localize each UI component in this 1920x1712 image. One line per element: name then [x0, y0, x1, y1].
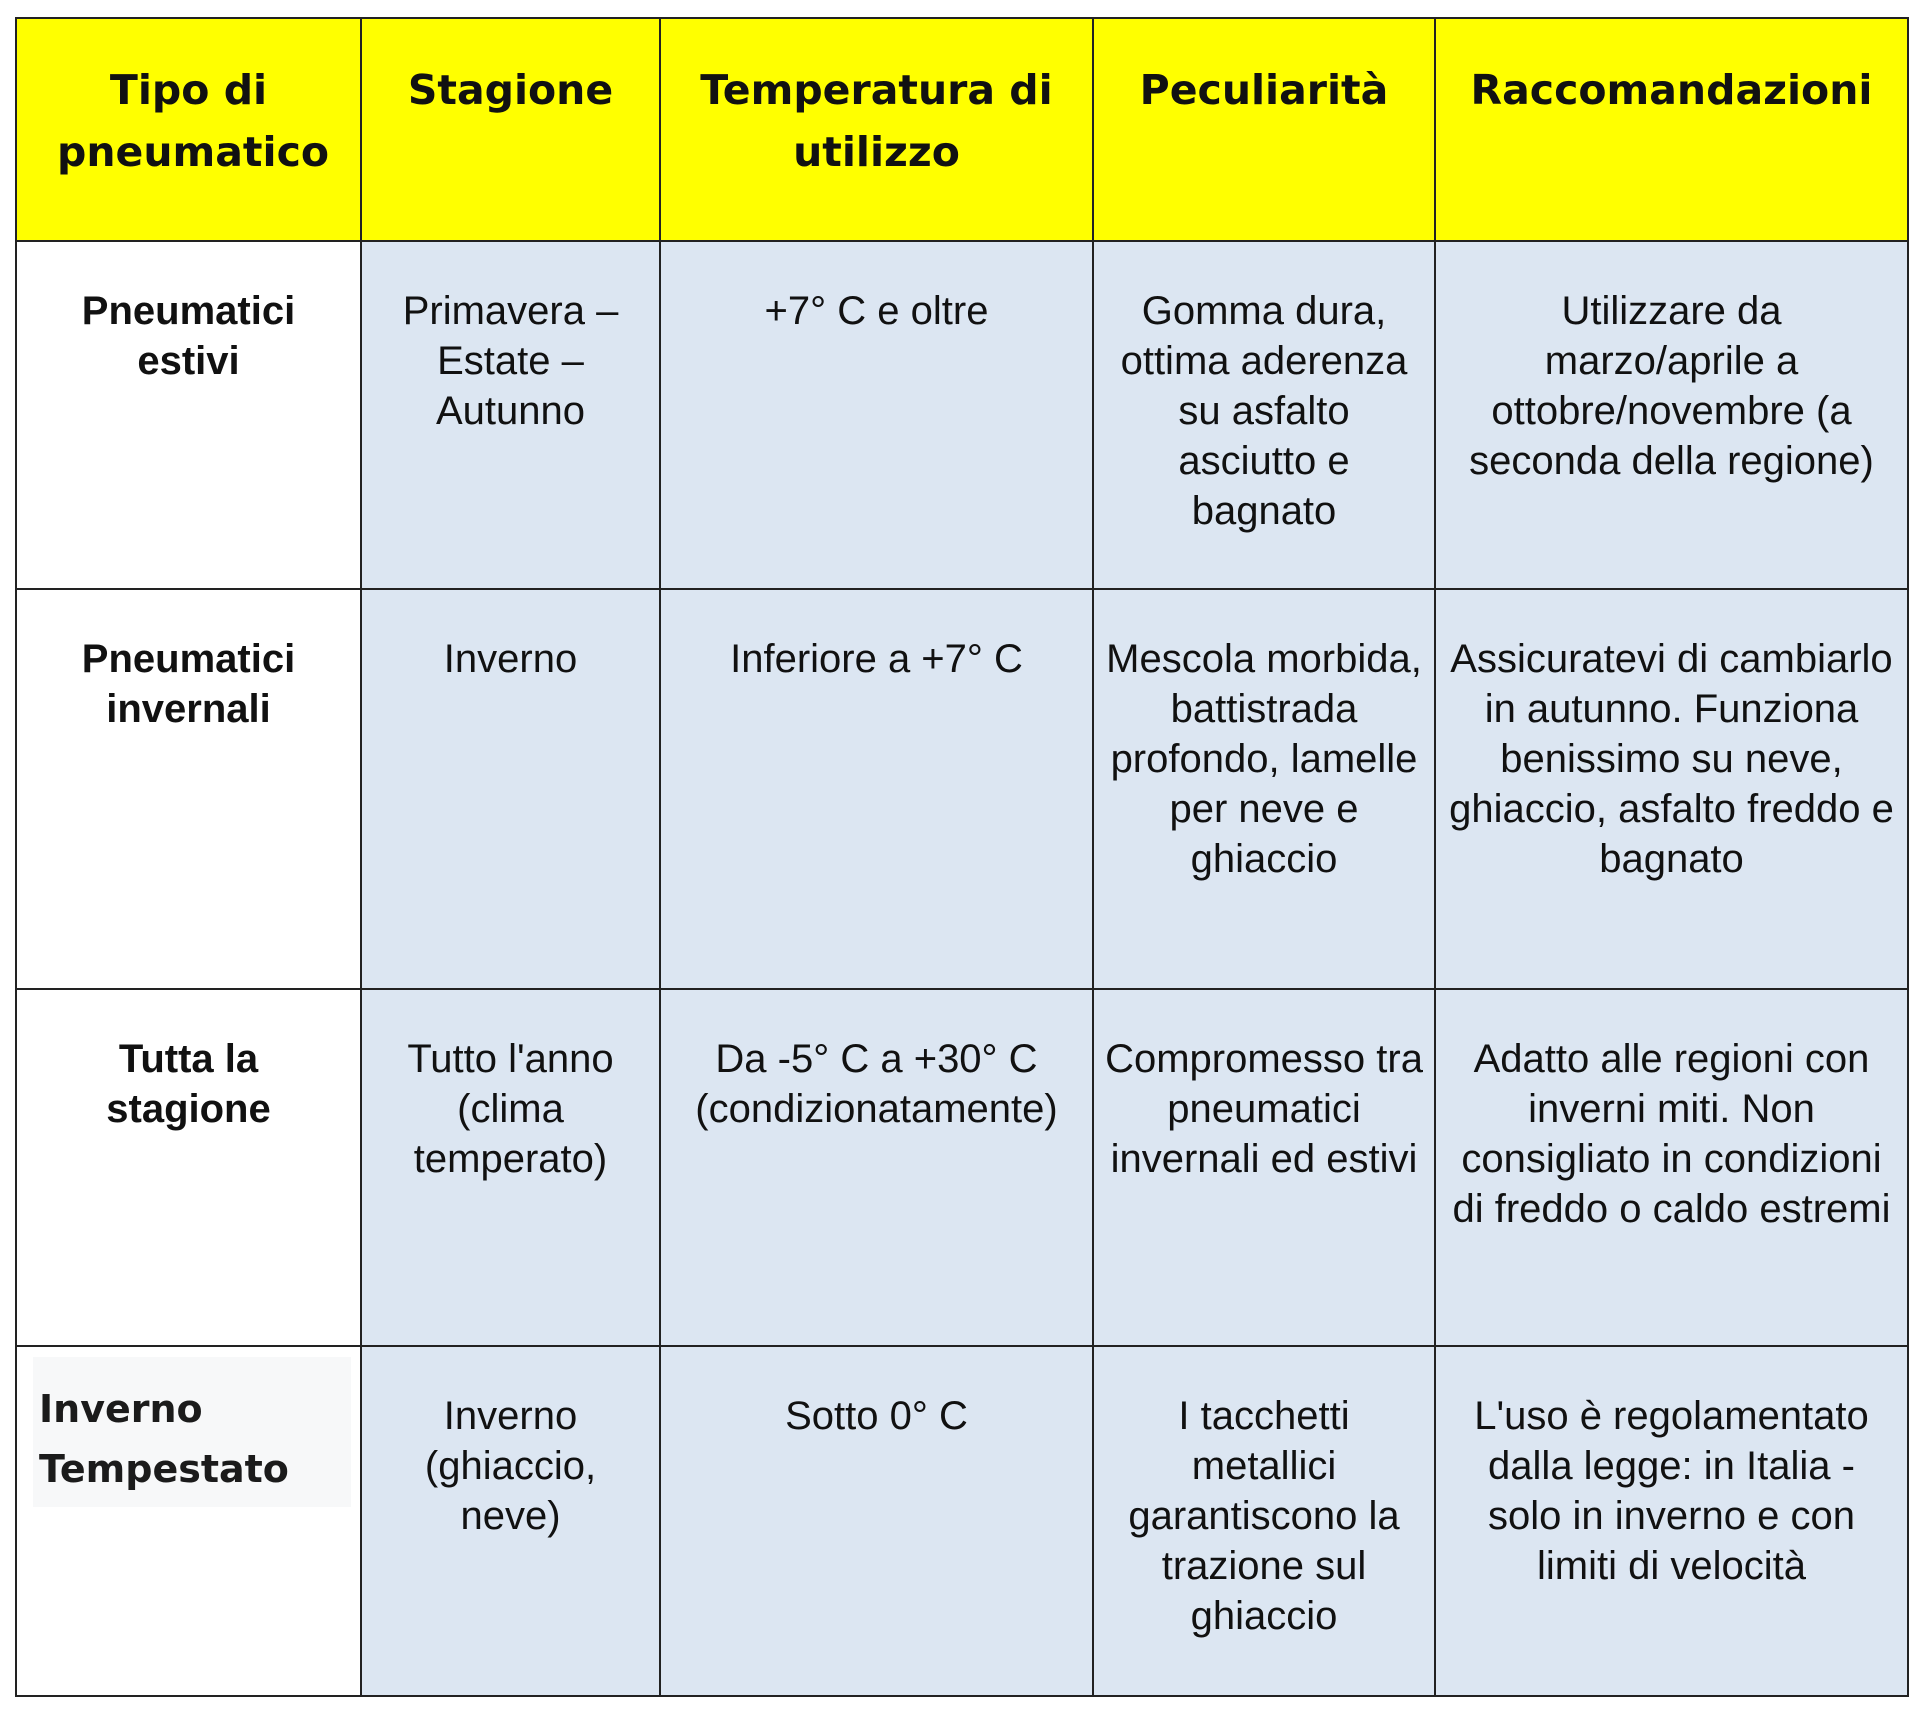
table-header — [16, 18, 1908, 241]
features-cell — [1093, 241, 1435, 589]
table-row — [16, 1346, 1908, 1696]
season-cell — [361, 241, 660, 589]
header-recommendations — [1435, 18, 1908, 241]
season-cell — [361, 989, 660, 1346]
header-tire-type-label: Tipo di pneumatico — [57, 66, 330, 176]
recommendations-cell — [1435, 241, 1908, 589]
temperature-cell — [660, 989, 1093, 1346]
tire-type-cell — [16, 589, 361, 989]
header-row — [16, 18, 1908, 241]
header-season-label: Stagione — [407, 66, 614, 114]
features-cell — [1093, 989, 1435, 1346]
features-cell — [1093, 589, 1435, 989]
temperature-text: Sotto 0° C — [785, 1394, 968, 1438]
table-row — [16, 241, 1908, 589]
header-features-label: Peculiarità — [1139, 66, 1389, 114]
season-text: Tutto l'anno (clima temperato) — [407, 1037, 614, 1181]
features-text: Mescola morbida, battistrada profondo, lamelle per neve e ghiaccio — [1106, 637, 1422, 881]
recommendations-cell — [1435, 1346, 1908, 1696]
tire-type-label: Pneumatici invernali — [81, 637, 296, 731]
header-features — [1093, 18, 1435, 241]
pasted-text-box — [33, 1357, 351, 1507]
temperature-text: Inferiore a +7° C — [730, 637, 1023, 681]
tire-type-label: Pneumatici estivi — [81, 289, 296, 383]
temperature-text: Da -5° C a +30° C (condizionatamente) — [695, 1037, 1058, 1131]
table-row — [16, 589, 1908, 989]
tyre-comparison-table — [15, 17, 1909, 1697]
features-text: Compromesso tra pneumatici invernali ed estivi — [1105, 1037, 1423, 1181]
header-season — [361, 18, 660, 241]
recommendations-text: Assicuratevi di cambiarlo in autunno. Funziona benissimo su neve, ghiaccio, asfalto freddo e bagnato — [1449, 637, 1894, 881]
season-cell — [361, 589, 660, 989]
season-text: Inverno — [443, 637, 578, 681]
table-body — [16, 241, 1908, 1696]
tire-type-cell — [16, 1346, 361, 1696]
recommendations-text: Utilizzare da marzo/aprile a ottobre/novembre (a seconda della regione) — [1469, 289, 1874, 483]
header-temperature — [660, 18, 1093, 241]
temperature-cell — [660, 589, 1093, 989]
features-text: Gomma dura, ottima aderenza su asfalto asciutto e bagnato — [1120, 289, 1408, 533]
tire-type-cell — [16, 241, 361, 589]
temperature-text: +7° C e oltre — [764, 289, 989, 333]
header-recommendations-label: Raccomandazioni — [1470, 66, 1873, 114]
header-tire-type — [16, 18, 361, 241]
season-text: Primavera – Estate – Autunno — [402, 289, 619, 433]
temperature-cell — [660, 1346, 1093, 1696]
season-text: Inverno (ghiaccio, neve) — [424, 1394, 597, 1538]
recommendations-text: Adatto alle regioni con inverni miti. Non consigliato in condizioni di freddo o caldo estremi — [1452, 1037, 1891, 1231]
header-temperature-label: Temperatura di utilizzo — [700, 66, 1053, 176]
season-cell — [361, 1346, 660, 1696]
recommendations-cell — [1435, 589, 1908, 989]
tire-type-label: Tutta la stagione — [106, 1037, 271, 1131]
recommendations-text: L'uso è regolamentato dalla legge: in Italia - solo in inverno e con limiti di velocità — [1474, 1394, 1869, 1588]
recommendations-cell — [1435, 989, 1908, 1346]
tire-type-label: Inverno Tempestato — [39, 1387, 289, 1491]
temperature-cell — [660, 241, 1093, 589]
table-row — [16, 989, 1908, 1346]
features-cell — [1093, 1346, 1435, 1696]
tire-type-cell — [16, 989, 361, 1346]
features-text: I tacchetti metallici garantiscono la trazione sul ghiaccio — [1128, 1394, 1400, 1638]
